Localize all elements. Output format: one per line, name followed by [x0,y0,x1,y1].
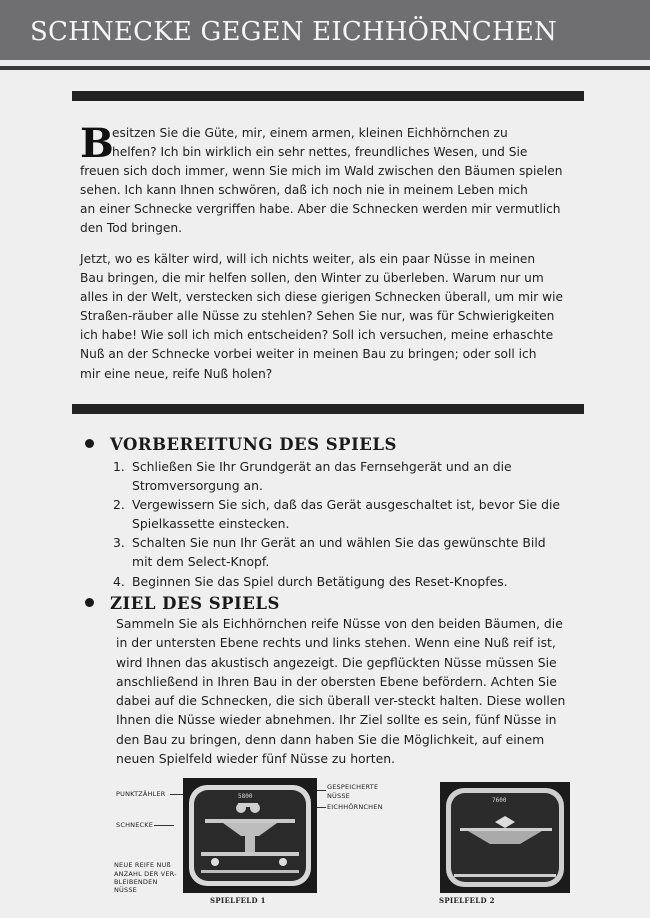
divider-bar-middle [72,404,584,414]
text-line: neuen Spielfeld wieder fünf Nüsse zu horten. [116,751,395,767]
text-line: helfen? Ich bin wirklich ein sehr nettes, freundliches Wesen, und Sie [112,145,528,160]
game-screen-2 [440,782,570,893]
text-line: den Bau zu bringen, denn dann haben Sie die Möglichkeit, auf einem [116,731,545,747]
text-line: Ihnen die Nüsse wieder abnehmen. Ihr Ziel sollte es sein, fünf Nüsse in [116,712,557,728]
label-anzahl: NÜSSE [114,886,137,894]
text-line: in der untersten Ebene rechts und links stehen. Wenn eine Nuß reif ist, [116,635,556,651]
header-rule [0,66,650,70]
text-line: mit dem Select-Knopf. [132,554,270,570]
intro-paragraph-1 [80,120,580,239]
label-neue-reife-nuss: NEUE REIFE NUß [114,861,171,869]
text-line: Jetzt, wo es kälter wird, will ich nichts weiter, als ein paar Nüsse in meinen [80,252,536,266]
leader-line [316,790,326,791]
platform-bottom [201,852,299,856]
text-line: sehen. Ich kann Ihnen schwören, daß ich noch nie in meinem Leben mich [80,183,528,198]
section-heading-text: VORBEREITUNG DES SPIELS [110,435,397,454]
platform-top [460,828,552,831]
text-line: esitzen Sie die Güte, mir, einem armen, kleinen Eichhörnchen zu [112,126,508,140]
label-anzahl: BLEIBENDEN [114,878,158,886]
snail-icon [279,858,287,866]
screenshot-spielfeld-2 [440,782,570,893]
text-line: mir eine neue, reife Nuß holen? [80,366,273,381]
list-item-number: 2. [113,497,125,513]
list-item-number: 4. [113,573,125,589]
text-line: dabei auf die Schnecken, die sich überall ver-steckt halten. Diese wollen [116,693,566,709]
section-heading-preparation [85,435,397,454]
label-eichhoernchen: EICHHÖRNCHEN [327,803,383,811]
game-screen-1 [183,778,317,893]
label-schnecke: SCHNECKE [116,821,154,829]
platform-top [205,819,295,823]
text-line: Nuß an der Schnecke vorbei weiter in meinen Bau zu bringen; oder soll ich [80,347,537,362]
divider-bar-top [72,91,584,101]
label-anzahl: ANZAHL DER VER- [114,870,177,878]
intro-paragraph-2 [80,250,580,384]
page-title: SCHNECKE GEGEN EICHHÖRNCHEN [30,17,558,47]
leader-line [154,825,174,826]
text-line: wird Ihnen das akustisch angezeigt. Die gepflückten Nüsse müssen Sie [116,654,557,670]
caption-spielfeld-1: SPIELFELD 1 [210,896,266,905]
text-line: den Tod bringen. [80,221,182,236]
label-gespeicherte: GESPEICHERTE [327,783,379,791]
ground [201,870,299,873]
leader-line [170,794,184,795]
drop-cap: B [80,120,114,167]
text-line: Bau bringen, die mir helfen sollen, den Winter zu überleben. Warum nur um [80,271,544,286]
text-line: Schließen Sie Ihr Grundgerät an das Fernsehgerät und an die [132,459,512,474]
label-punktzaehler: PUNKTZÄHLER [116,790,166,798]
list-item [113,457,583,495]
list-item-number: 1. [113,459,125,474]
text-line: alles in der Welt, verstecken sich diese gierigen Schnecken überall, um mir wie [80,290,564,305]
list-item [113,533,583,571]
text-line: anschließend in Ihren Bau in der obersten Ebene befördern. Achten Sie [116,673,557,689]
text-line: Schalten Sie nun Ihr Gerät an und wählen Sie das gewünschte Bild [132,535,546,551]
text-line: Straßen-räuber alle Nüsse zu stehlen? Sehen Sie nur, was für Schwierigkeiten [80,309,555,324]
text-line: Spielkassette einstecken. [132,516,290,532]
list-item [113,572,583,591]
score-readout: 7600 [492,797,507,804]
bullet-icon [85,598,94,607]
ground [454,874,556,877]
label-gespeicherte: NÜSSE [327,792,350,800]
list-item-number: 3. [113,535,125,551]
caption-spielfeld-2: SPIELFELD 2 [439,896,495,905]
text-line: Vergewissern Sie sich, daß das Gerät ausgeschaltet ist, bevor Sie die [132,497,561,513]
snail-icon [211,858,219,866]
preparation-list [113,457,583,591]
goal-paragraph [116,614,586,768]
section-heading-text: ZIEL DES SPIELS [110,594,280,613]
text-line: ich habe! Wie soll ich mich entscheiden? Soll ich versuchen, meine erhaschte [80,328,554,343]
list-item [113,495,583,533]
section-heading-goal [85,594,280,613]
text-line: Beginnen Sie das Spiel durch Betätigung des Reset-Knopfes. [132,573,508,589]
text-line: Stromversorgung an. [132,478,263,494]
bullet-icon [85,439,94,448]
text-line: Sammeln Sie als Eichhörnchen reife Nüsse von den beiden Bäumen, die [116,616,563,631]
score-readout: 5800 [238,793,253,800]
tree-trunk [245,836,255,854]
screenshot-spielfeld-1 [183,778,317,893]
header-band [0,0,650,60]
text-line: freuen sich doch immer, wenn Sie mich im Wald zwischen den Bäumen spielen [80,164,563,179]
text-line: an einer Schnecke vergriffen habe. Aber die Schnecken werden mir vermutlich [80,202,561,217]
